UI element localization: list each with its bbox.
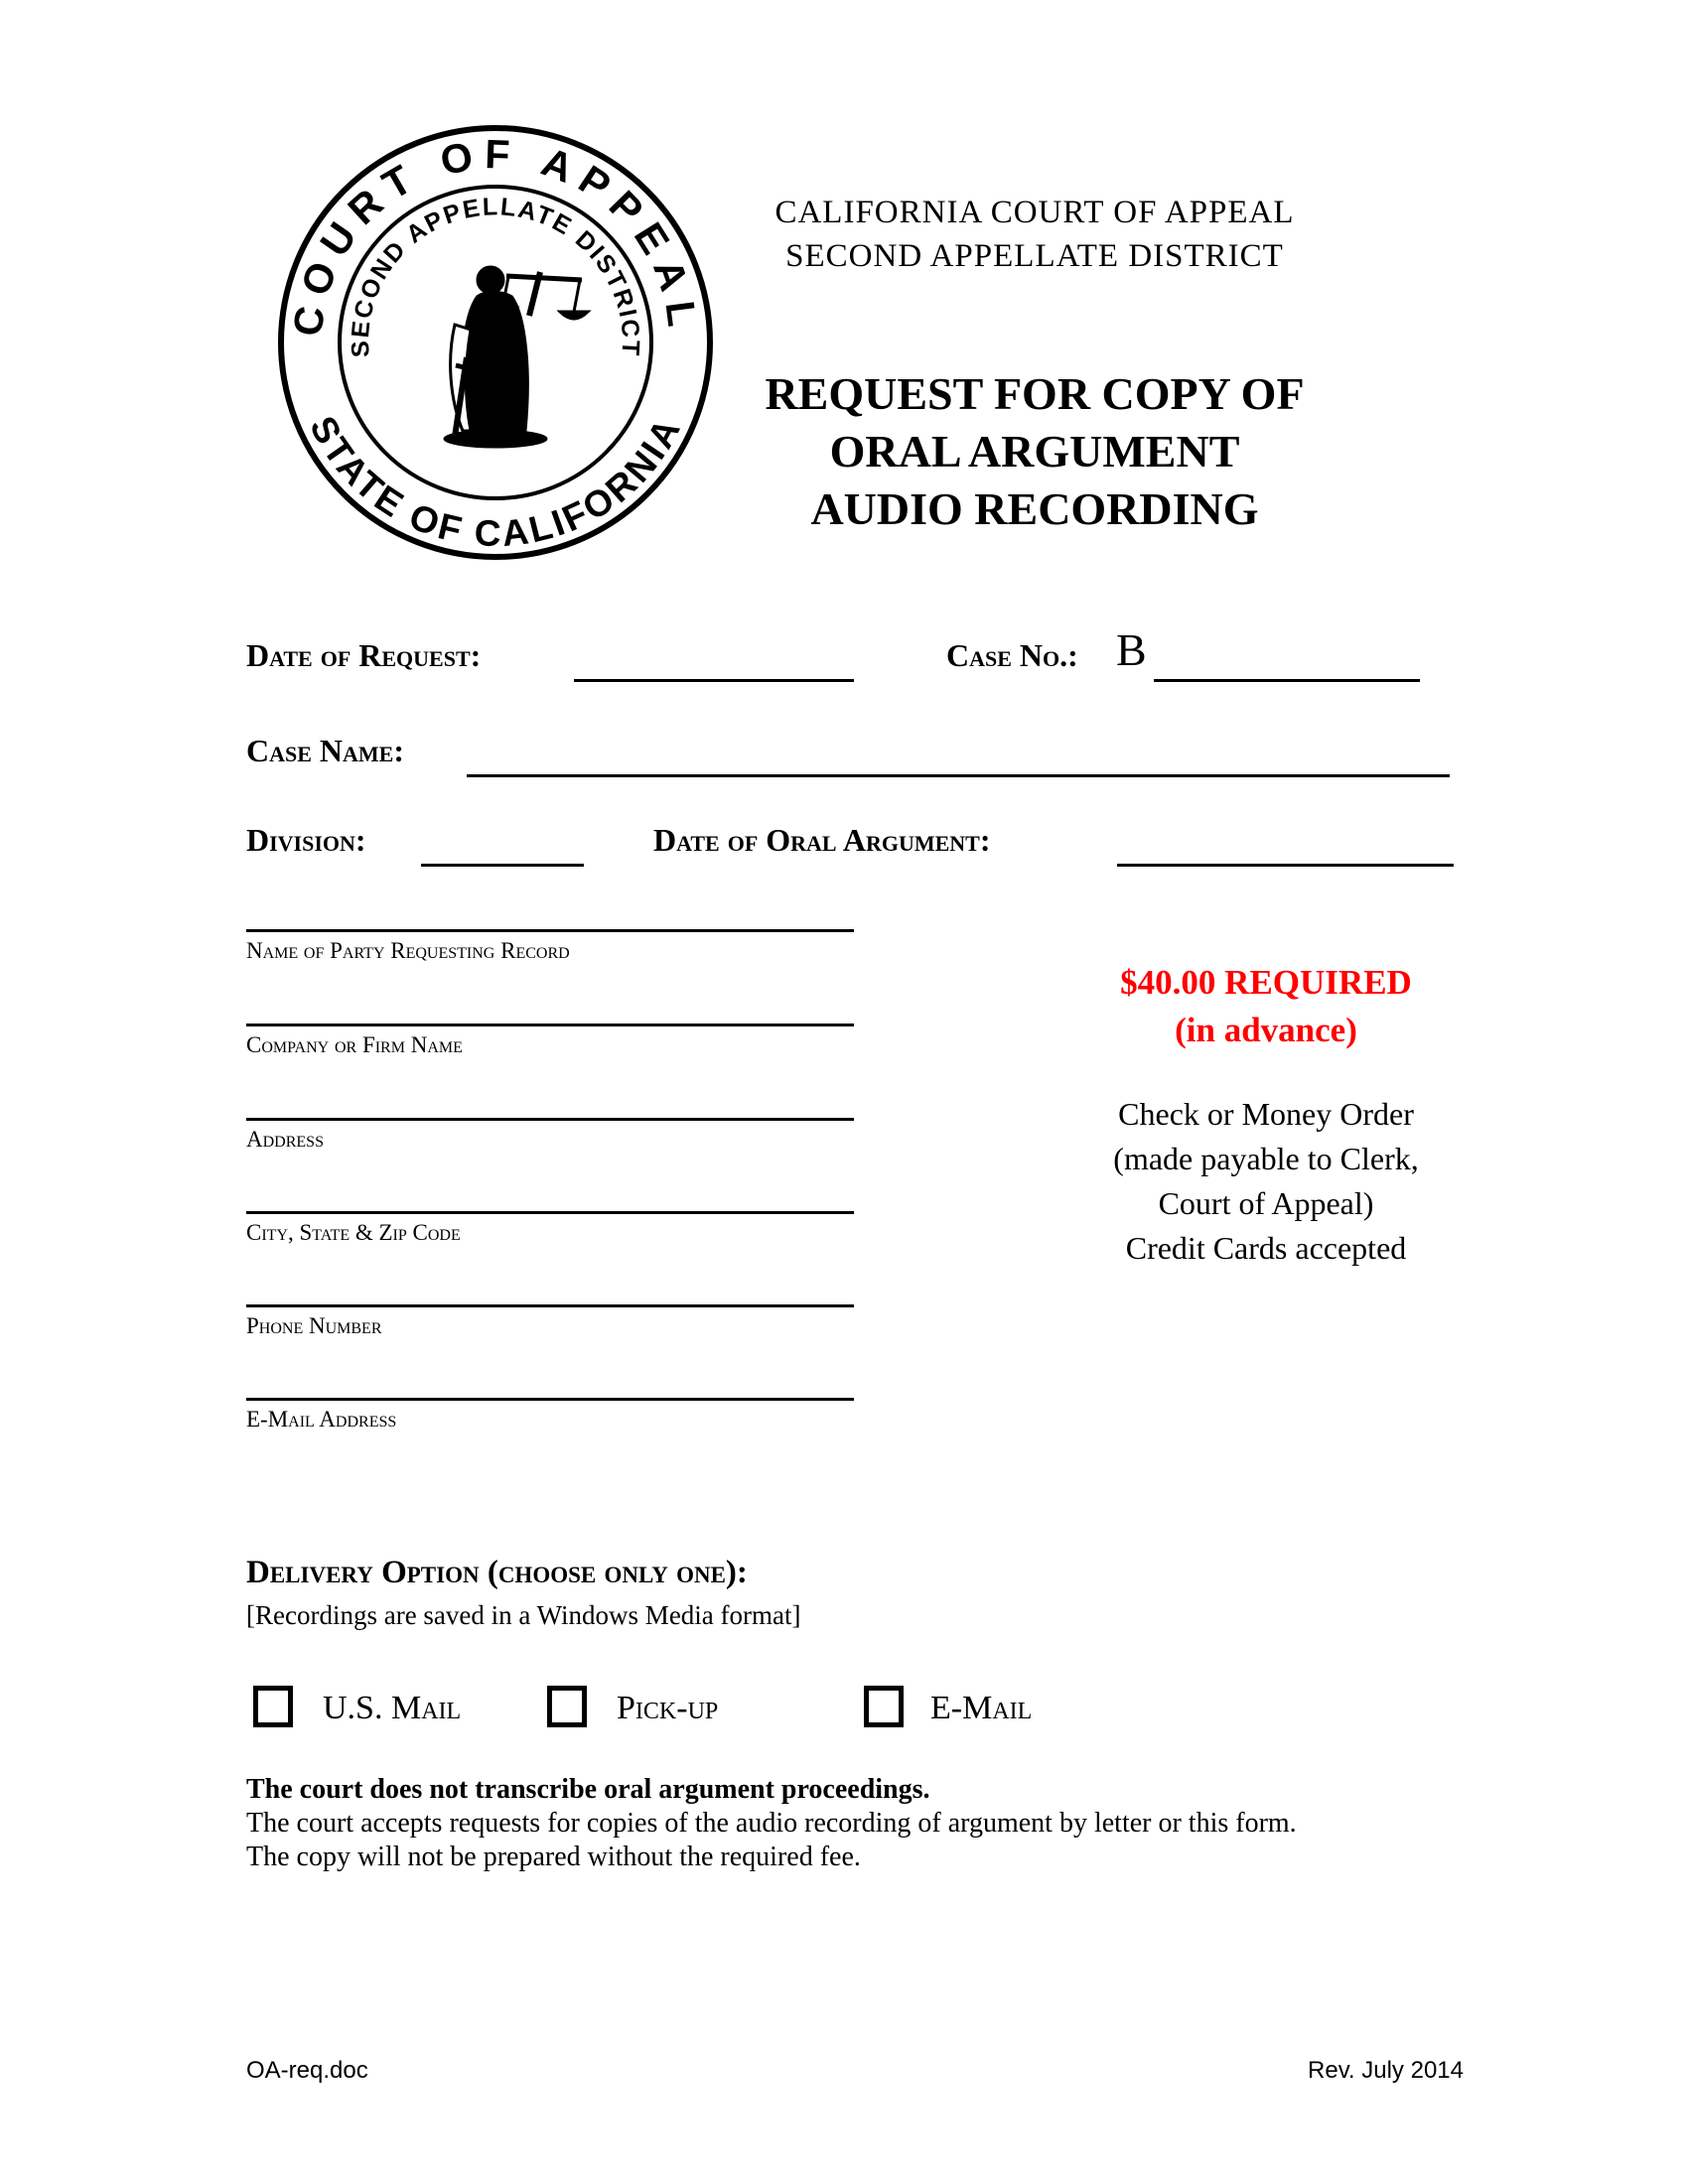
case-no-line[interactable]	[1154, 679, 1420, 682]
header-line1: CALIFORNIA COURT OF APPEAL	[774, 195, 1295, 230]
note-line1: The court does not transcribe oral argument proceedings.	[246, 1774, 930, 1805]
payment-info	[1028, 959, 1504, 1271]
court-seal	[276, 121, 715, 564]
seal-text-top: COURT OF APPEAL	[284, 131, 707, 340]
phone-line[interactable]	[246, 1304, 854, 1307]
address-label: Address	[246, 1127, 324, 1152]
date-of-oral-argument-line[interactable]	[1117, 864, 1454, 867]
seal-text-bottom: STATE OF CALIFORNIA	[302, 409, 689, 555]
email-line[interactable]	[246, 1398, 854, 1401]
e-mail-label: E-Mail	[930, 1690, 1033, 1726]
page-footer	[246, 2057, 1464, 2085]
court-notes	[246, 1773, 1497, 1874]
case-name-line[interactable]	[467, 774, 1450, 777]
address-line[interactable]	[246, 1118, 854, 1121]
fee-required-line1: $40.00 REQUIRED	[1120, 963, 1412, 1002]
form-title	[707, 365, 1362, 538]
fee-required-line2: (in advance)	[1175, 1011, 1357, 1049]
company-line[interactable]	[246, 1024, 854, 1026]
date-of-request-line[interactable]	[574, 679, 854, 682]
division-label: Division:	[246, 822, 366, 858]
case-no-label: Case No.:	[946, 637, 1078, 673]
case-name-label: Case Name:	[246, 733, 404, 768]
title-line1: REQUEST FOR COPY OF	[765, 368, 1305, 419]
checkbox-e-mail[interactable]	[864, 1686, 904, 1727]
title-line3: AUDIO RECORDING	[810, 483, 1259, 534]
seal-text-inner: SECOND APPELLATE DISTRICT	[346, 193, 645, 358]
checkbox-pick-up[interactable]	[547, 1686, 587, 1727]
note-line2: The court accepts requests for copies of the audio recording of argument by letter or this form.	[246, 1808, 1297, 1839]
title-line2: ORAL ARGUMENT	[829, 426, 1240, 477]
footer-filename: OA-req.doc	[246, 2057, 368, 2084]
footer-revision: Rev. July 2014	[1308, 2057, 1464, 2084]
payment-note-line2: (made payable to Clerk,	[1113, 1141, 1419, 1176]
payment-methods-note	[1028, 1092, 1504, 1271]
division-line[interactable]	[421, 864, 584, 867]
city-state-zip-line[interactable]	[246, 1211, 854, 1214]
city-state-zip-label: City, State & Zip Code	[246, 1220, 461, 1245]
date-of-oral-argument-label: Date of Oral Argument:	[653, 822, 991, 858]
note-line3: The copy will not be prepared without the required fee.	[246, 1842, 861, 1872]
party-name-label: Name of Party Requesting Record	[246, 938, 570, 963]
checkbox-us-mail[interactable]	[253, 1686, 293, 1727]
date-of-request-label: Date of Request:	[246, 637, 482, 673]
delivery-format-note: [Recordings are saved in a Windows Media format]	[246, 1600, 801, 1630]
court-header	[737, 191, 1333, 278]
us-mail-label: U.S. Mail	[323, 1690, 462, 1726]
case-no-prefix: B	[1116, 624, 1147, 675]
company-label: Company or Firm Name	[246, 1032, 463, 1057]
delivery-option-heading: Delivery Option (choose only one):	[246, 1555, 748, 1590]
payment-note-line4: Credit Cards accepted	[1125, 1230, 1407, 1266]
phone-label: Phone Number	[246, 1313, 382, 1338]
payment-note-line3: Court of Appeal)	[1158, 1185, 1374, 1221]
fee-required-notice	[1028, 959, 1504, 1054]
payment-note-line1: Check or Money Order	[1118, 1096, 1414, 1132]
header-line2: SECOND APPELLATE DISTRICT	[785, 238, 1284, 274]
pick-up-label: Pick-up	[617, 1690, 719, 1726]
email-label: E-Mail Address	[246, 1407, 397, 1432]
party-name-line[interactable]	[246, 929, 854, 932]
